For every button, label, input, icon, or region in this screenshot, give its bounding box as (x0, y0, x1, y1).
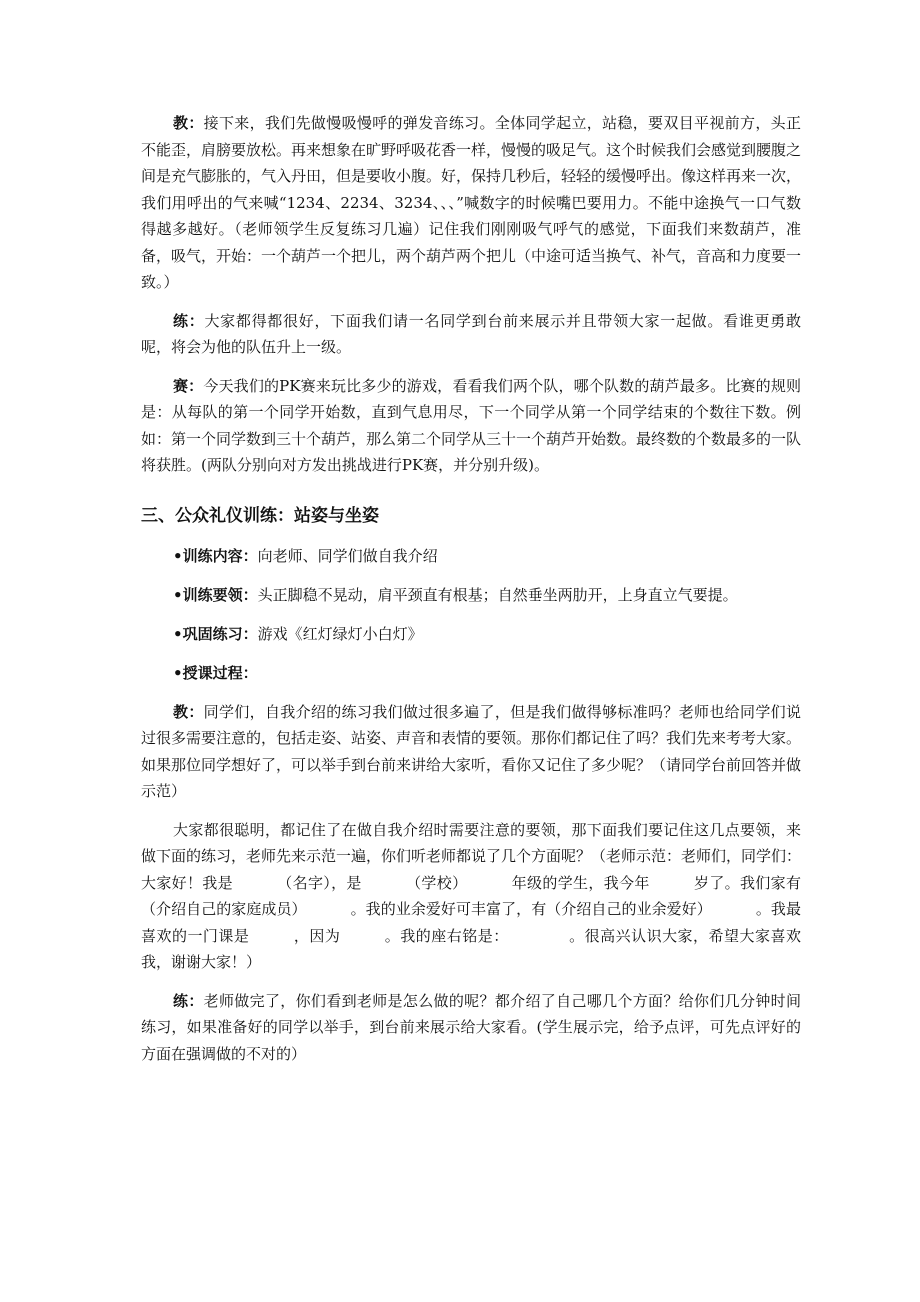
bullet-training-content (141, 543, 801, 569)
bullet-label: •授课过程： (173, 663, 258, 682)
demo-text-10: 。很高兴认识大家，希望大家喜欢我，谢谢大家！） (141, 926, 801, 971)
compete-text: 今天我们的PK赛来玩比多少的游戏，看看我们两个队，哪个队数的葫芦最多。比赛的规则是：从每队的第一个同学开始数，直到气息用尽，下一个同学从第一个同学结束的个数往下数。例如：第一个同学数到三十个葫芦，那么第二个同学从三十一个葫芦开始数。最终数的个数最多的一队将获胜。(两队分别向对方发出挑战进行PK赛，并分别升级)。 (141, 376, 802, 474)
demo-text-6: 。我的业余爱好可丰富了，有（介绍自己的业余爱好） (350, 900, 712, 918)
bullet-teaching-process (141, 660, 801, 686)
bullet-text: 头正脚稳不晃动，肩平颈直有根基；自然垂坐两肋开，上身直立气要提。 (257, 585, 738, 604)
demo-text-8: ，因为 (293, 926, 341, 945)
demo-text-3: （学校） (405, 873, 468, 892)
document-page (141, 110, 801, 1079)
teach-label: 教： (173, 702, 204, 721)
demo-text-9: 。我的座右铭是： (384, 926, 509, 945)
bullet-text: 游戏《红灯绿灯小白灯》 (257, 624, 423, 643)
bullet-text: 向老师、同学们做自我介绍 (257, 546, 438, 565)
section-heading: 三、公众礼仪训练：站姿与坐姿 (141, 505, 379, 526)
demo-text-7: 。我最喜欢的一门课是 (141, 900, 801, 945)
bullet-consolidation-practice (141, 621, 801, 647)
demo-text-2: （名字），是 (276, 873, 362, 892)
teach-text: 接下来，我们先做慢吸慢呼的弹发音练习。全体同学起立，站稳，要双目平视前方，头正不能歪，肩膀要放松。再来想象在旷野呼吸花香一样，慢慢的吸足气。这个时候我们会感觉到腰腹之间是充气膨胀的，气入丹田，但是要收小腹。好，保持几秒后，轻轻的缓慢呼出。像这样再来一次，我们用呼出的气来喊“1234、2234、3234、、、”喊数字的时候嘴巴要用力。不能中途换气一口气数得越多越好。（老师领学生反复练习几遍）记住我们刚刚吸气呼气的感觉，下面我们来数葫芦，准备，吸气，开始：一个葫芦一个把儿，两个葫芦两个把儿（中途可适当换气、补气，音高和力度要一致。） (141, 114, 802, 291)
bullet-label: •巩固练习： (173, 624, 258, 643)
teach-paragraph-introduction (141, 699, 801, 805)
teach-label: 教： (173, 114, 204, 132)
demo-text-5: 岁了。我们家有（介绍自己的家庭成员） (141, 873, 801, 918)
practice-label: 练： (173, 311, 205, 330)
demo-text-1: 大家都很聪明，都记住了在做自我介绍时需要注意的要领，那下面我们要记住这几点要领，来做下面的练习，老师先来示范一遍，你们听老师都说了几个方面呢？（老师示范：老师们，同学们：大家好！我是 (141, 820, 802, 892)
demo-text-4: 年级的学生，我今年 (511, 873, 650, 892)
compete-paragraph (141, 373, 801, 479)
bullet-label: •训练要领： (173, 585, 258, 604)
bullet-label: •训练内容： (173, 546, 258, 565)
bullet-training-essentials (141, 582, 801, 608)
teach-text: 同学们，自我介绍的练习我们做过很多遍了，但是我们做得够标准吗？老师也给同学们说过很多需要注意的，包括走姿、站姿、声音和表情的要领。那你们都记住了吗？我们先来考考大家。如果那位同学想好了，可以举手到台前来讲给大家听，看你又记住了多少呢？（请同学台前回答并做示范） (141, 702, 802, 800)
practice-paragraph-introduction (141, 988, 801, 1068)
practice-text: 老师做完了，你们看到老师是怎么做的呢？都介绍了自己哪几个方面？给你们几分钟时间练习，如果准备好的同学以举手，到台前来展示给大家看。(学生展示完，给予点评，可先点评好的方面在强调做的不对的） (141, 991, 801, 1063)
demonstration-paragraph (141, 817, 801, 976)
teach-paragraph-breathing (141, 110, 801, 296)
practice-paragraph-breathing (141, 308, 801, 361)
compete-label: 赛： (173, 376, 204, 395)
practice-label: 练： (173, 991, 204, 1010)
practice-text: 大家都得都很好，下面我们请一名同学到台前来展示并且带领大家一起做。看谁更勇敢呢，将会为他的队伍升上一级。 (141, 311, 801, 356)
